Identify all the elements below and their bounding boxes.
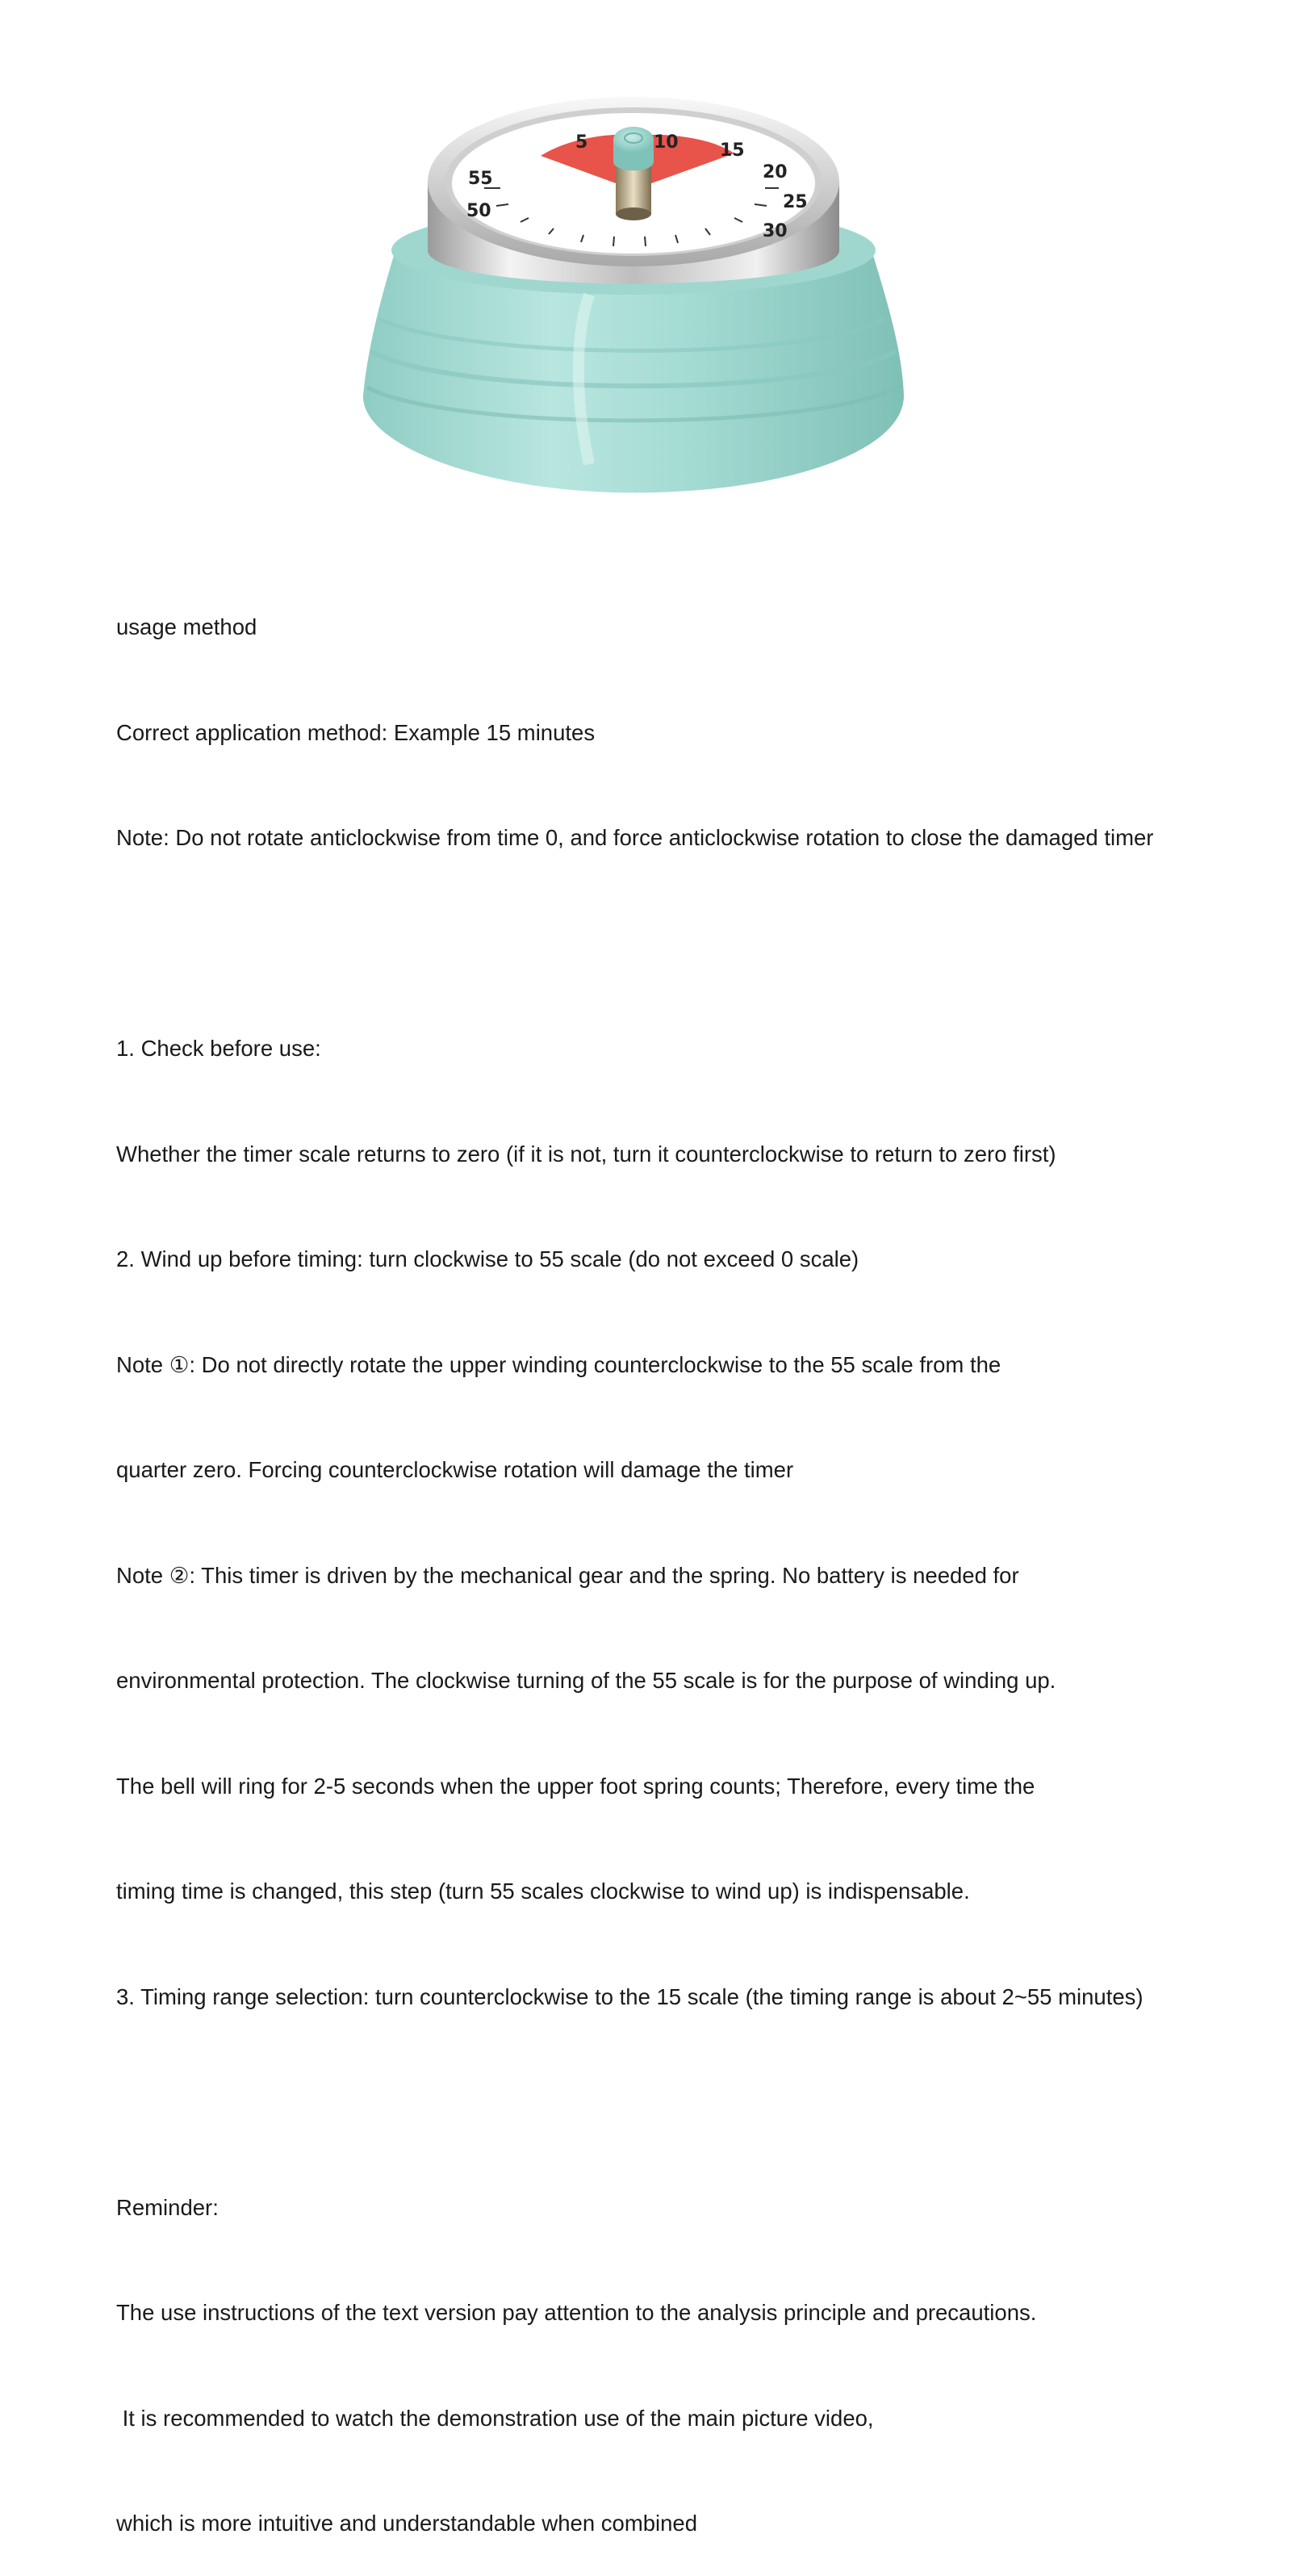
instruction-line: Correct application method: Example 15 minutes: [116, 719, 596, 745]
reminder-line: which is more intuitive and understandable when combined: [116, 2511, 698, 2536]
dial-label-10: 10: [654, 132, 679, 153]
dial-label-5: 5: [575, 132, 588, 153]
instruction-line: Note ②: This timer is driven by the mechanical gear and the spring. No battery is needed for: [116, 1562, 1019, 1588]
dial-label-15: 15: [720, 140, 745, 161]
instruction-line: Note: Do not rotate anticlockwise from time 0, and force anticlockwise rotation to close the damaged timer: [116, 825, 1154, 850]
instruction-line: 3. Timing range selection: turn counterclockwise to the 15 scale (the timing range is about 2~55 minutes): [116, 1983, 1144, 2009]
instruction-line: environmental protection. The clockwise turning of the 55 scale is for the purpose of winding up.: [116, 1668, 1056, 1693]
kitchen-timer-image: [347, 85, 944, 537]
reminder-line: It is recommended to watch the demonstration use of the main picture video,: [116, 2405, 874, 2431]
instruction-line: 2. Wind up before timing: turn clockwise to 55 scale (do not exceed 0 scale): [116, 1246, 859, 1271]
instruction-line: 1. Check before use:: [116, 1036, 321, 1061]
blank-line: [116, 926, 1262, 961]
instruction-line: Whether the timer scale returns to zero (if it is not, turn it counterclockwise to return to zero first): [116, 1141, 1056, 1167]
dial-label-50: 50: [466, 201, 491, 221]
instruction-line: quarter zero. Forcing counterclockwise rotation will damage the timer: [116, 1457, 794, 1482]
instruction-line: The bell will ring for 2-5 seconds when the upper foot spring counts; Therefore, every time the: [116, 1773, 1035, 1799]
reminder-heading: Reminder:: [116, 2194, 219, 2220]
instructions-heading: usage method: [116, 614, 257, 639]
dial-label-30: 30: [763, 221, 788, 241]
instruction-line: Note ①: Do not directly rotate the upper winding counterclockwise to the 55 scale from the: [116, 1351, 1001, 1377]
instruction-line: timing time is changed, this step (turn 55 scales clockwise to wind up) is indispensable.: [116, 1879, 970, 1904]
timer-winding-knob: [613, 127, 654, 220]
dial-label-55: 55: [468, 169, 493, 189]
dial-label-25: 25: [783, 192, 808, 212]
reminder-line: The use instructions of the text version pay attention to the analysis principle and precautions.: [116, 2300, 1037, 2325]
dial-label-20: 20: [763, 162, 788, 182]
blank-line: [116, 2084, 1262, 2120]
usage-instructions: [116, 539, 1262, 2576]
